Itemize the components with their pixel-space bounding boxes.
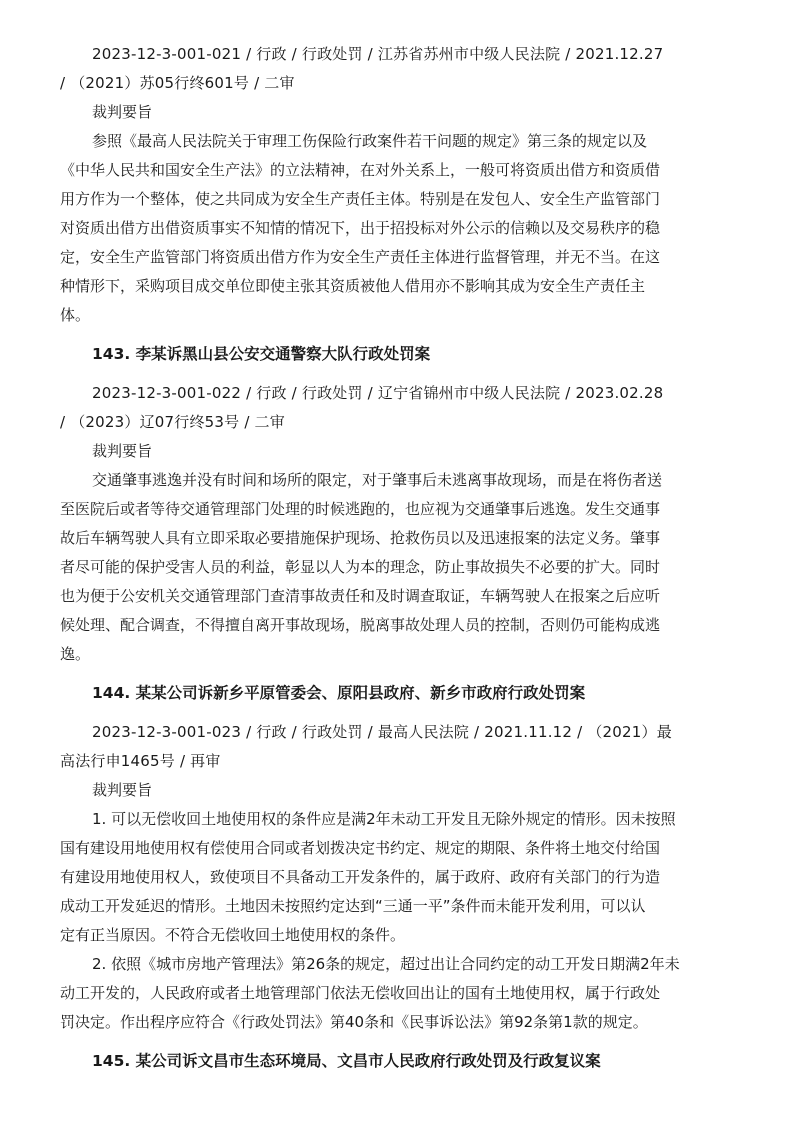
paragraph-line: 用方作为一个整体，使之共同成为安全生产责任主体。特别是在发包人、安全生产监管部门 — [60, 190, 661, 208]
paragraph-line: 故后车辆驾驶人具有立即采取必要措施保护现场、抢救伤员以及迅速报案的法定义务。肇事 — [60, 529, 661, 547]
paragraph-line: 参照《最高人民法院关于审理工伤保险行政案件若干问题的规定》第三条的规定以及 — [92, 132, 648, 150]
case-meta-line: 2023-12-3-001-021 / 行政 / 行政处罚 / 江苏省苏州市中级人民法院 / 2021.12.27 — [92, 45, 664, 63]
case-meta-line: 2023-12-3-001-023 / 行政 / 行政处罚 / 最高人民法院 / 2021.11.12 / （2021）最 — [92, 723, 672, 741]
paragraph-line: 定有正当原因。不符合无偿收回土地使用权的条件。 — [60, 926, 406, 944]
paragraph-line: 2. 依照《城市房地产管理法》第26条的规定，超过出让合同约定的动工开发日期满2年未 — [92, 955, 680, 973]
paragraph-line: 者尽可能的保护受害人员的利益，彰显以人为本的理念，防止事故损失不必要的扩大。同时 — [60, 558, 661, 576]
paragraph-line: 逸。 — [60, 645, 91, 663]
paragraph-line: 有建设用地使用权人，致使项目不具备动工开发条件的，属于政府、政府有关部门的行为造 — [60, 868, 661, 886]
paragraph-line: 也为便于公安机关交通管理部门查清事故责任和及时调查取证，车辆驾驶人在报案之后应听 — [60, 587, 661, 605]
paragraph-line: 候处理、配合调查，不得擅自离开事故现场，脱离事故处理人员的控制，否则仍可能构成逃 — [60, 616, 661, 634]
ruling-label: 裁判要旨 — [92, 442, 153, 460]
case-title: 143. 李某诉黑山县公安交通警察大队行政处罚案 — [92, 345, 431, 363]
paragraph-line: 《中华人民共和国安全生产法》的立法精神，在对外关系上，一般可将资质出借方和资质借 — [60, 161, 661, 179]
paragraph-line: 体。 — [60, 306, 91, 324]
case-title: 145. 某公司诉文昌市生态环境局、文昌市人民政府行政处罚及行政复议案 — [92, 1052, 601, 1070]
paragraph-line: 种情形下，采购项目成交单位即使主张其资质被他人借用亦不影响其成为安全生产责任主 — [60, 277, 646, 295]
paragraph-line: 交通肇事逃逸并没有时间和场所的限定，对于肇事后未逃离事故现场，而是在将伤者送 — [92, 471, 663, 489]
case-meta-line: 高法行申1465号 / 再审 — [60, 752, 221, 770]
paragraph-line: 至医院后或者等待交通管理部门处理的时候逃跑的，也应视为交通肇事后逃逸。发生交通事 — [60, 500, 661, 518]
paragraph-line: 动工开发的，人民政府或者土地管理部门依法无偿收回出让的国有土地使用权，属于行政处 — [60, 984, 661, 1002]
case-meta-line: / （2023）辽07行终53号 / 二审 — [60, 413, 285, 431]
case-title: 144. 某某公司诉新乡平原管委会、原阳县政府、新乡市政府行政处罚案 — [92, 684, 586, 702]
case-meta-line: 2023-12-3-001-022 / 行政 / 行政处罚 / 辽宁省锦州市中级人民法院 / 2023.02.28 — [92, 384, 664, 402]
ruling-label: 裁判要旨 — [92, 103, 153, 121]
case-meta-line: / （2021）苏05行终601号 / 二审 — [60, 74, 295, 92]
paragraph-line: 定，安全生产监管部门将资质出借方作为安全生产责任主体进行监督管理，并无不当。在这 — [60, 248, 661, 266]
paragraph-line: 国有建设用地使用权有偿使用合同或者划拨决定书约定、规定的期限、条件将土地交付给国 — [60, 839, 661, 857]
paragraph-line: 罚决定。作出程序应符合《行政处罚法》第40条和《民事诉讼法》第92条第1款的规定。 — [60, 1013, 648, 1031]
paragraph-line: 成动工开发延迟的情形。土地因未按照约定达到“三通一平”条件而未能开发利用，可以认 — [60, 897, 646, 915]
paragraph-line: 1. 可以无偿收回土地使用权的条件应是满2年未动工开发且无除外规定的情形。因未按照 — [92, 810, 676, 828]
paragraph-line: 对资质出借方出借资质事实不知情的情况下，出于招投标对外公示的信赖以及交易秩序的稳 — [60, 219, 661, 237]
ruling-label: 裁判要旨 — [92, 781, 153, 799]
